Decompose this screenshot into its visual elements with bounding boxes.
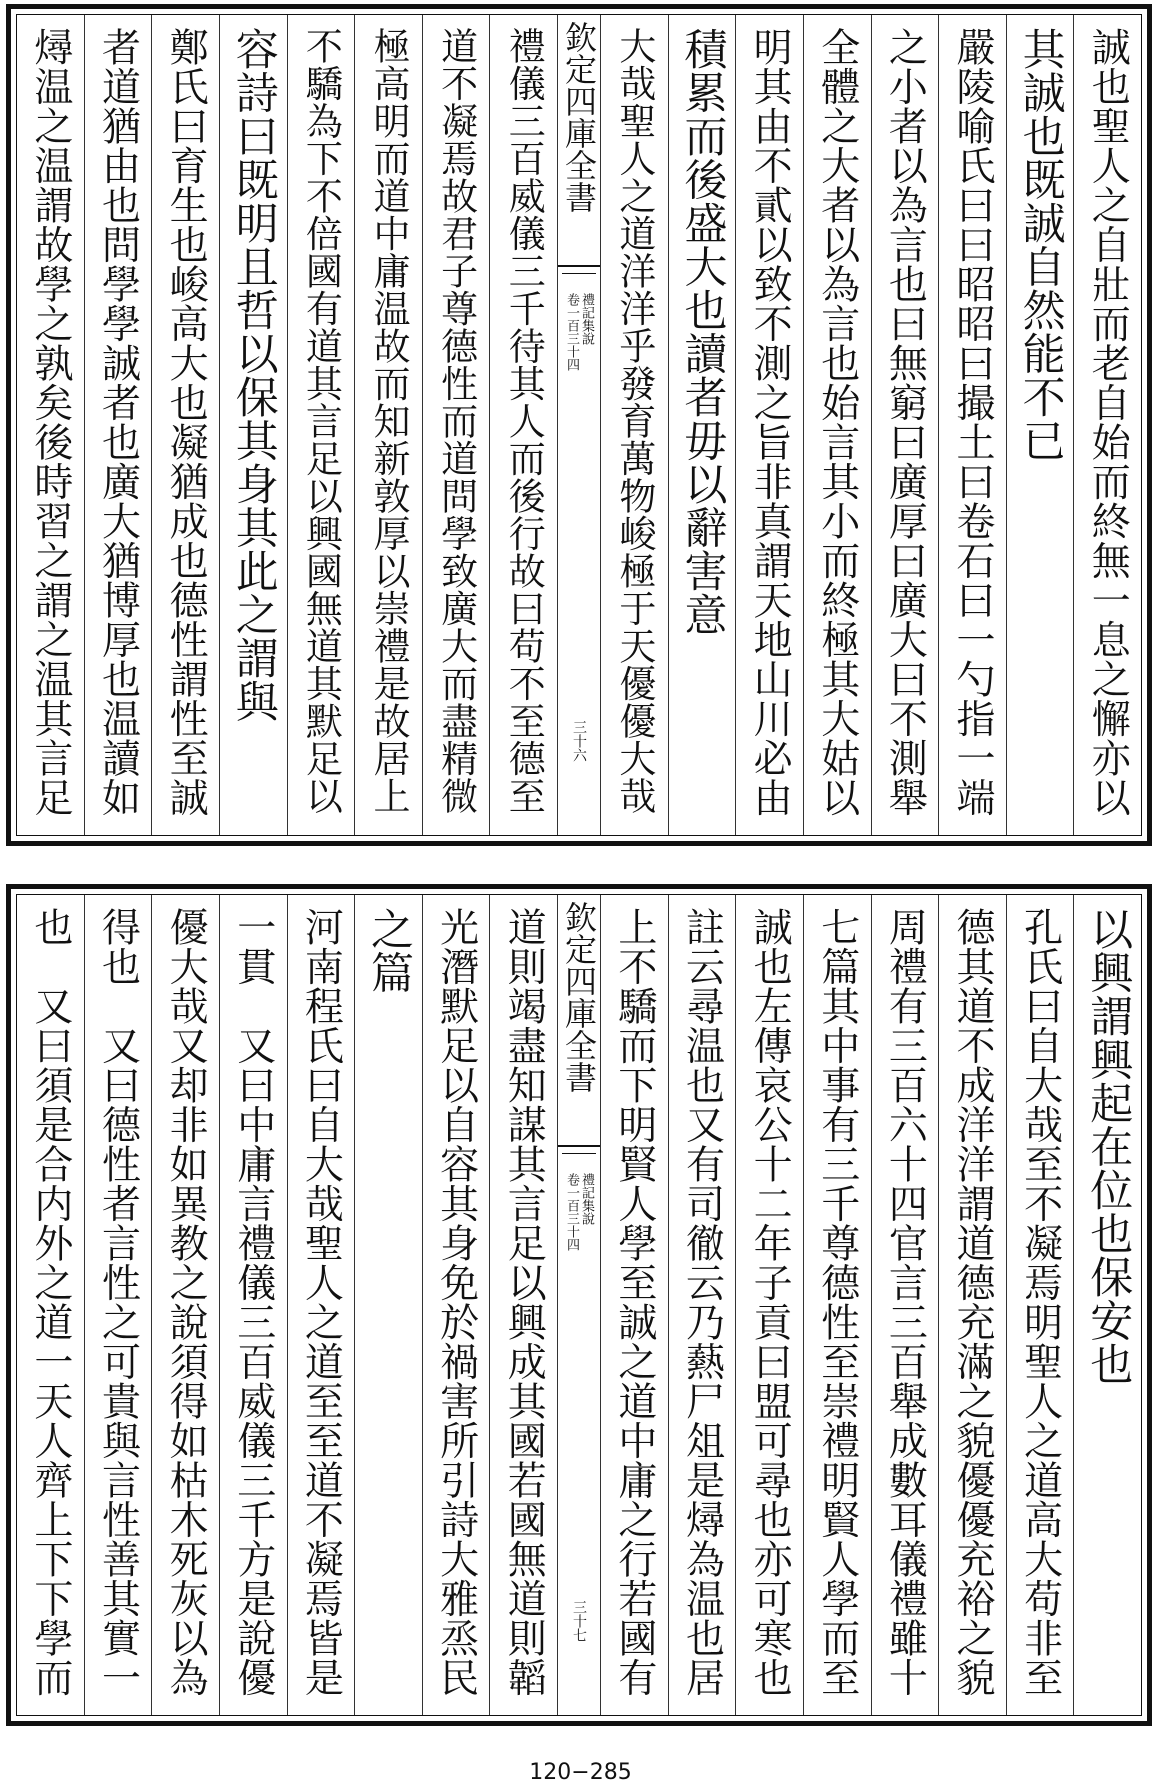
column-text: 註云尋温也又有司徹云乃爇尸俎是燖為温也居	[679, 907, 725, 1697]
text-column	[84, 895, 152, 1715]
column-text: 禮儀三百威儀三千待其人而後行故曰苟不至德至	[502, 27, 546, 815]
text-column	[489, 895, 557, 1715]
book-title: 欽定四庫全書	[560, 901, 598, 1093]
text-column	[219, 895, 287, 1715]
column-text: 全體之大者以為言也始言其小而終極其大姑以	[814, 27, 860, 817]
text-column	[151, 15, 219, 835]
gutter-meta	[565, 293, 593, 371]
column-text: 一貫 又曰中庸言禮儀三百威儀三千方是說優	[230, 907, 276, 1697]
text-column	[422, 15, 490, 835]
column-text: 嚴陵喻氏曰曰昭昭曰撮土曰卷石曰一勺指一端	[949, 27, 995, 817]
column-text: 道則竭盡知謀其言足以興成其國若國無道則韜	[501, 907, 547, 1697]
column-text: 德其道不成洋洋謂道德充滿之貌優優充裕之貌	[949, 907, 995, 1697]
column-text: 容詩曰既明且哲以保其身其此之謂與	[228, 27, 279, 723]
page-number: 三十七	[571, 1600, 587, 1642]
column-text: 誠也左傳哀公十二年子貢曰盟可尋也亦可寒也	[747, 907, 793, 1697]
text-column	[871, 15, 939, 835]
column-text: 大哉聖人之道洋洋乎發育萬物峻極于天優優大哉	[612, 27, 656, 815]
column-text: 不驕為下不倍國有道其言足以興國無道其默足以	[299, 27, 343, 815]
column-text: 光潛默足以自容其身免於禍害所引詩大雅烝民	[433, 907, 479, 1697]
page-footer-number: 120−285	[529, 1760, 632, 1785]
bottom-page	[6, 884, 1152, 1726]
text-column	[735, 15, 803, 835]
gutter-meta	[565, 1173, 593, 1251]
text-column	[1073, 15, 1141, 835]
text-column	[489, 15, 557, 835]
column-text: 以興謂興起在位也保安也	[1083, 907, 1134, 1386]
column-text: 誠也聖人之自壯而老自始而終無一息之懈亦以	[1085, 27, 1131, 817]
text-column	[422, 895, 490, 1715]
column-text: 得也 又曰德性者言性之可貴與言性善其實一	[95, 907, 141, 1697]
top-page-frame	[16, 14, 1142, 836]
fish-tail-mark	[558, 265, 600, 281]
text-column	[354, 895, 422, 1715]
text-column	[84, 15, 152, 835]
column-text: 道不凝焉故君子尊德性而道問學致廣大而盡精微	[434, 27, 478, 815]
top-page	[6, 4, 1152, 846]
column-text: 燖温之温謂故學之孰矣後時習之謂之温其言足	[27, 27, 73, 817]
column-text: 河南程氏曰自大哉聖人之道至至道不凝焉皆是	[298, 907, 344, 1697]
text-column	[600, 15, 668, 835]
text-column	[668, 15, 736, 835]
text-column	[871, 895, 939, 1715]
text-column	[354, 15, 422, 835]
text-column	[803, 15, 871, 835]
text-column	[17, 895, 84, 1715]
volume-label: 卷一百三十四	[564, 1173, 579, 1251]
text-column	[1006, 895, 1074, 1715]
column-text: 極高明而道中庸温故而知新敦厚以崇禮是故居上	[366, 27, 410, 815]
text-column	[287, 895, 355, 1715]
text-column	[803, 895, 871, 1715]
fish-tail-mark	[558, 1145, 600, 1161]
center-gutter	[557, 15, 600, 835]
text-column	[735, 895, 803, 1715]
text-column	[600, 895, 668, 1715]
text-column	[287, 15, 355, 835]
column-text: 明其由不貳以致不測之旨非真謂天地山川必由	[747, 27, 793, 817]
text-column	[1006, 15, 1074, 835]
column-text: 之小者以為言也曰無窮曰廣厚曰廣大曰不測舉	[882, 27, 928, 817]
center-gutter	[557, 895, 600, 1715]
text-column	[151, 895, 219, 1715]
volume-label: 卷一百三十四	[564, 293, 579, 371]
column-text: 者道猶由也問學學誠者也廣大猶博厚也温讀如	[95, 27, 141, 817]
column-text: 也 又曰須是合内外之道一天人齊上下下學而	[27, 907, 73, 1697]
text-column	[668, 895, 736, 1715]
text-column	[219, 15, 287, 835]
bottom-page-frame	[16, 894, 1142, 1716]
book-title: 欽定四庫全書	[560, 21, 598, 213]
book-name: 禮記集說	[579, 1173, 594, 1225]
column-text: 周禮有三百六十四官言三百舉成數耳儀禮雖十	[882, 907, 928, 1697]
column-text: 積累而後盛大也讀者毋以辭害意	[677, 27, 728, 636]
column-text: 孔氏曰自大哉至不凝焉明聖人之道高大苟非至	[1017, 907, 1063, 1697]
column-text: 七篇其中事有三千尊德性至崇禮明賢人學而至	[814, 907, 860, 1697]
text-column	[1073, 895, 1141, 1715]
book-name: 禮記集說	[579, 293, 594, 345]
column-text: 上不驕而下明賢人學至誠之道中庸之行若國有	[611, 907, 657, 1697]
column-text: 之篇	[363, 907, 414, 994]
text-column	[938, 895, 1006, 1715]
text-column	[938, 15, 1006, 835]
column-text: 優大哉又却非如異教之說須得如枯木死灰以為	[163, 907, 209, 1697]
text-column	[17, 15, 84, 835]
column-text: 鄭氏曰育生也峻高大也凝猶成也德性謂性至誠	[163, 27, 209, 817]
page-number: 三十六	[571, 720, 587, 762]
column-text: 其誠也既誠自然能不已	[1015, 27, 1066, 462]
